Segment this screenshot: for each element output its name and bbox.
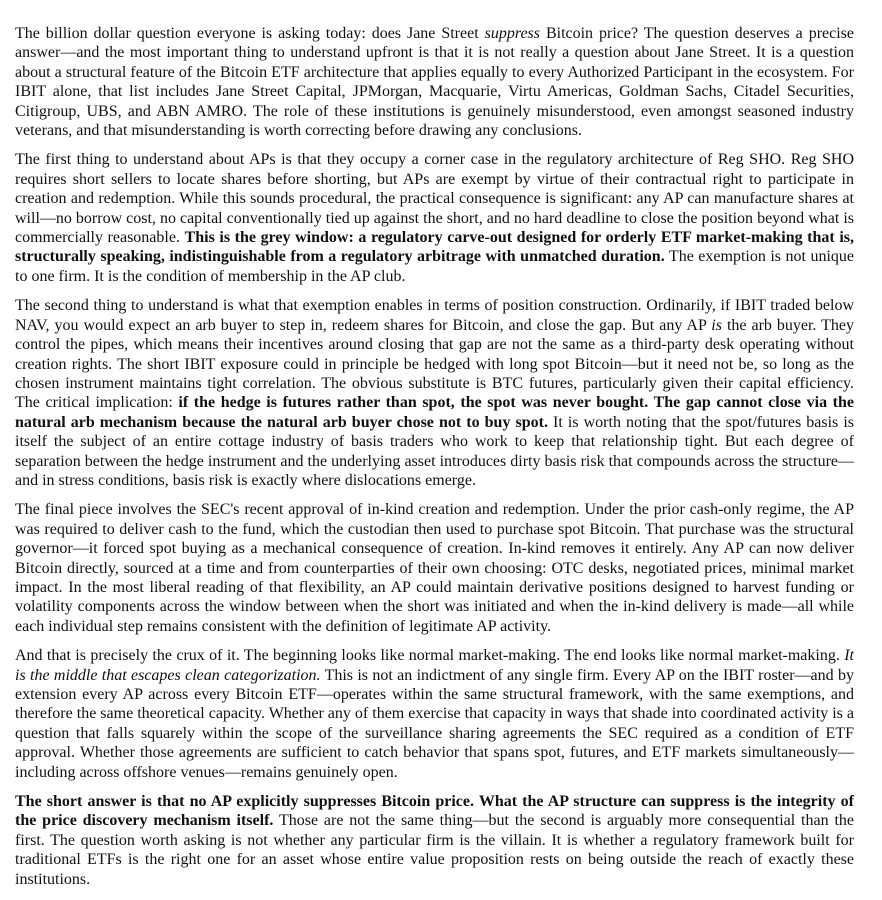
p3-bold-implication: if the hedge is futures rather than spot, the spot was never bought. The gap cannot close via the natural arb mechanism because the natural arb buyer chose not to buy spot.	[15, 394, 855, 431]
p4-text-a: The final piece involves the SEC's recent approval of in-kind creation and redemption. Under the prior cash-only regime, the AP was required to deliver cash to the fund, which the custodian then used to purchase spot Bitcoin. That purchase was the structural governor—it forced spot buying as a mechanical consequence of creation. In-kind removes it entirely. Any AP can now deliver Bitcoin directly, sourced at a time and from counterparties of their own choosing: OTC desks, negotiated prices, minimal market impact. In the most liberal reading of that flexibility, an AP could maintain derivative positions designed to harvest funding or volatility components across the window between when the short was initiated and when the in-kind delivery is made—all while each individual step remains consistent with the definition of legitimate AP activity.	[15, 501, 854, 635]
p6-text-b: Those are not the same thing—but the second is arguably more consequential than the first. The question worth asking is not whether any particular firm is the villain. It is whether a regulatory framework built for traditional ETFs is the right one for an asset whose entire value proposition rests on being outside the reach of exactly these institutions.	[15, 812, 854, 888]
p6-bold-short-answer: The short answer is that no AP explicitly suppresses Bitcoin price. What the AP structure can suppress is the integrity of the price discovery mechanism itself.	[15, 793, 854, 830]
p2-text-c: The exemption is not unique to one firm. It is the condition of membership in the AP club.	[15, 248, 854, 285]
paragraph-reg-sho	[15, 150, 854, 286]
p3-text-a: The second thing to understand is what that exemption enables in terms of position construction. Ordinarily, if IBIT traded below NAV, you would expect an arb buyer to step in, redeem shares for Bitcoin, and close the gap. But any AP	[15, 297, 854, 334]
p2-text-a: The first thing to understand about APs is that they occupy a corner case in the regulatory architecture of Reg SHO. Reg SHO requires short sellers to locate shares before shorting, but APs are exempt by virtue of their contractual right to participate in creation and redemption. While this sounds procedural, the practical consequence is significant: any AP can manufacture shares at will—no borrow cost, no capital conventionally tied up against the short, and no hard deadline to close the position beyond what is commercially reasonable.	[15, 151, 854, 247]
paragraph-crux	[15, 646, 854, 782]
paragraph-position-construction	[15, 296, 854, 490]
p1-text-c: Bitcoin price? The question deserves a precise answer—and the most important thing to understand upfront is that it is not really a question about Jane Street. It is a question about a structural feature of the Bitcoin ETF architecture that applies equally to every Authorized Participant in the ecosystem. For IBIT alone, that list includes Jane Street Capital, JPMorgan, Macquarie, Virtu Americas, Goldman Sachs, Citadel Securities, Citigroup, UBS, and ABN AMRO. The role of these institutions is genuinely misunderstood, even amongst seasoned industry veterans, and that misunderstanding is worth correcting before drawing any conclusions.	[15, 25, 855, 140]
p2-bold-grey-window: This is the grey window: a regulatory carve-out designed for orderly ETF market-making that is, structurally speaking, indistinguishable from a regulatory arbitrage with unmatched duration.	[15, 229, 854, 266]
paragraph-conclusion	[15, 792, 854, 889]
p3-emphasis: is	[711, 316, 722, 334]
p1-text-a: The billion dollar question everyone is asking today: does Jane Street	[15, 25, 485, 42]
paragraph-in-kind	[15, 500, 854, 636]
p5-emphasis: It is the middle that escapes clean categorization.	[15, 647, 854, 684]
p3-text-c: the arb buyer. They control the pipes, which means their incentives around closing that gap are not the same as a third-party desk operating without creation rights. The short IBIT exposure could in principle be hedged with long spot Bitcoin—but it need not be, so long as the chosen instrument maintains tight correlation. The obvious substitute is BTC futures, particularly given their capital efficiency. The critical implication:	[15, 316, 855, 412]
p1-emphasis: suppress	[484, 25, 541, 42]
p5-text-c: This is not an indictment of any single firm. Every AP on the IBIT roster—and by extension every AP across every Bitcoin ETF—operates within the same structural framework, with the same exemptions, and therefore the same theoretical capacity. Whether any of them exercise that capacity in ways that shade into coordinated activity is a question that falls squarely within the scope of the surveillance sharing agreements the SEC required as a condition of ETF approval. Whether those agreements are sufficient to catch behavior that spans spot, futures, and ETF markets simultaneously—including across offshore venues—remains genuinely open.	[15, 666, 854, 781]
p3-text-e: It is worth noting that the spot/futures basis is itself the subject of an entire cottage industry of basis traders who work to keep that relationship tight. But each degree of separation between the hedge instrument and the underlying asset introduces dirty basis risk that compounds across the structure—and in stress conditions, basis risk is exactly where dislocations emerge.	[15, 413, 855, 489]
p5-text-a: And that is precisely the crux of it. The beginning looks like normal market-making. The end looks like normal market-making.	[15, 647, 845, 665]
paragraph-intro	[15, 24, 854, 140]
